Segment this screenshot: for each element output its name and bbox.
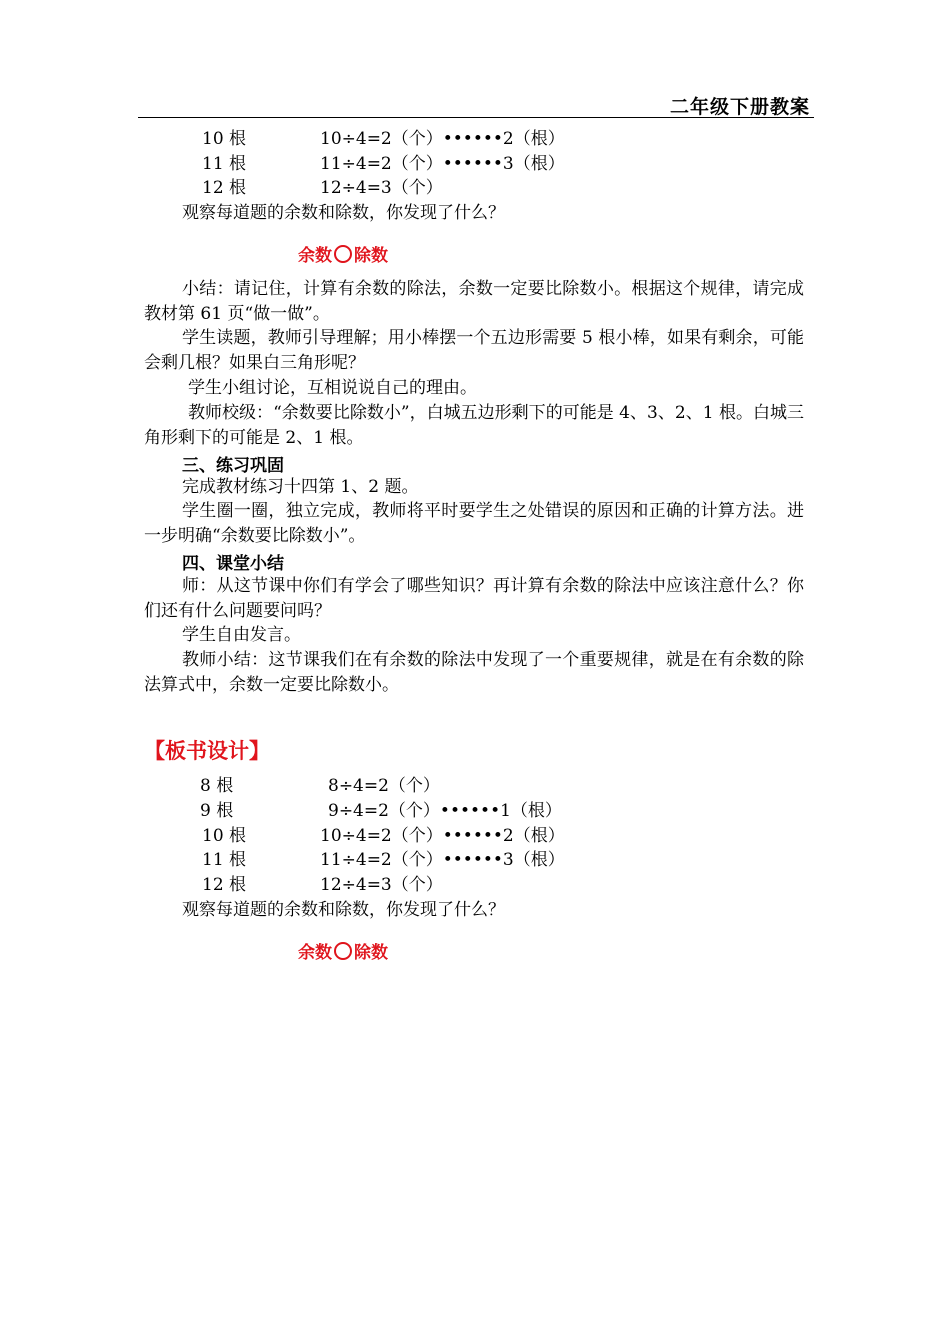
practice-task-paragraph: 完成教材练习十四第 1、2 题。	[182, 477, 419, 497]
correct-paragraph: 教师校级：“余数要比除数小”，白城五边形剩下的可能是 4、3、2、1 根。白城三角形剩下的可能是 2、1 根。	[144, 403, 804, 448]
compare-circle-icon	[334, 245, 352, 263]
teacher-question-paragraph: 师：从这节课中你们有学会了哪些知识？再计算有余数的除法中应该注意什么？你们还有什么问题要问吗？	[144, 576, 804, 621]
header-rule	[138, 117, 814, 118]
compare-circle-icon	[334, 942, 352, 960]
reading-paragraph: 学生读题，教师引导理解；用小棒摆一个五边形需要 5 根小棒，如果有剩余，可能会剩几根？如果白三角形呢？	[144, 328, 804, 373]
board-design-title: 【板书设计】	[144, 739, 270, 763]
board-remainder-compare	[298, 938, 388, 963]
board-row-equation: 9÷4=2（个）••••••1（根）	[328, 801, 562, 821]
board-row-equation: 12÷4=3（个）	[320, 875, 443, 895]
discuss-paragraph: 学生小组讨论，互相说说自己的理由。	[188, 378, 477, 398]
board-row-count: 12 根	[202, 875, 247, 895]
board-row-equation: 8÷4=2（个）	[328, 776, 440, 796]
summary-paragraph: 小结：请记住，计算有余数的除法，余数一定要比除数小。根据这个规律，请完成教材第 61 页“做一做”。	[144, 279, 804, 324]
row-equation: 10÷4=2（个）••••••2（根）	[320, 129, 565, 149]
teacher-summary-paragraph: 教师小结：这节课我们在有余数的除法中发现了一个重要规律，就是在有余数的除法算式中，余数一定要比除数小。	[144, 650, 804, 695]
page-header-title: 二年级下册教案	[669, 96, 810, 118]
free-talk-paragraph: 学生自由发言。	[182, 625, 301, 645]
compare-left: 余数	[298, 943, 332, 963]
compare-left: 余数	[298, 246, 332, 266]
board-row-count: 9 根	[200, 801, 234, 821]
question-text: 观察每道题的余数和除数，你发现了什么？	[182, 203, 505, 223]
board-row-count: 10 根	[202, 826, 247, 846]
row-equation: 11÷4=2（个）••••••3（根）	[320, 154, 565, 174]
board-row-equation: 10÷4=2（个）••••••2（根）	[320, 826, 565, 846]
summary-heading: 四、课堂小结	[182, 554, 284, 574]
board-row-equation: 11÷4=2（个）••••••3（根）	[320, 850, 565, 870]
row-count: 12 根	[202, 178, 247, 198]
row-count: 11 根	[202, 154, 247, 174]
row-equation: 12÷4=3（个）	[320, 178, 443, 198]
row-count: 10 根	[202, 129, 247, 149]
board-question-text: 观察每道题的余数和除数，你发现了什么？	[182, 900, 505, 920]
board-row-count: 11 根	[202, 850, 247, 870]
remainder-compare	[298, 241, 388, 266]
compare-right: 除数	[354, 246, 388, 266]
compare-right: 除数	[354, 943, 388, 963]
board-row-count: 8 根	[200, 776, 234, 796]
practice-heading: 三、练习巩固	[182, 456, 284, 476]
practice-detail-paragraph: 学生圈一圈，独立完成，教师将平时要学生之处错误的原因和正确的计算方法。进一步明确“余数要比除数小”。	[144, 501, 804, 546]
